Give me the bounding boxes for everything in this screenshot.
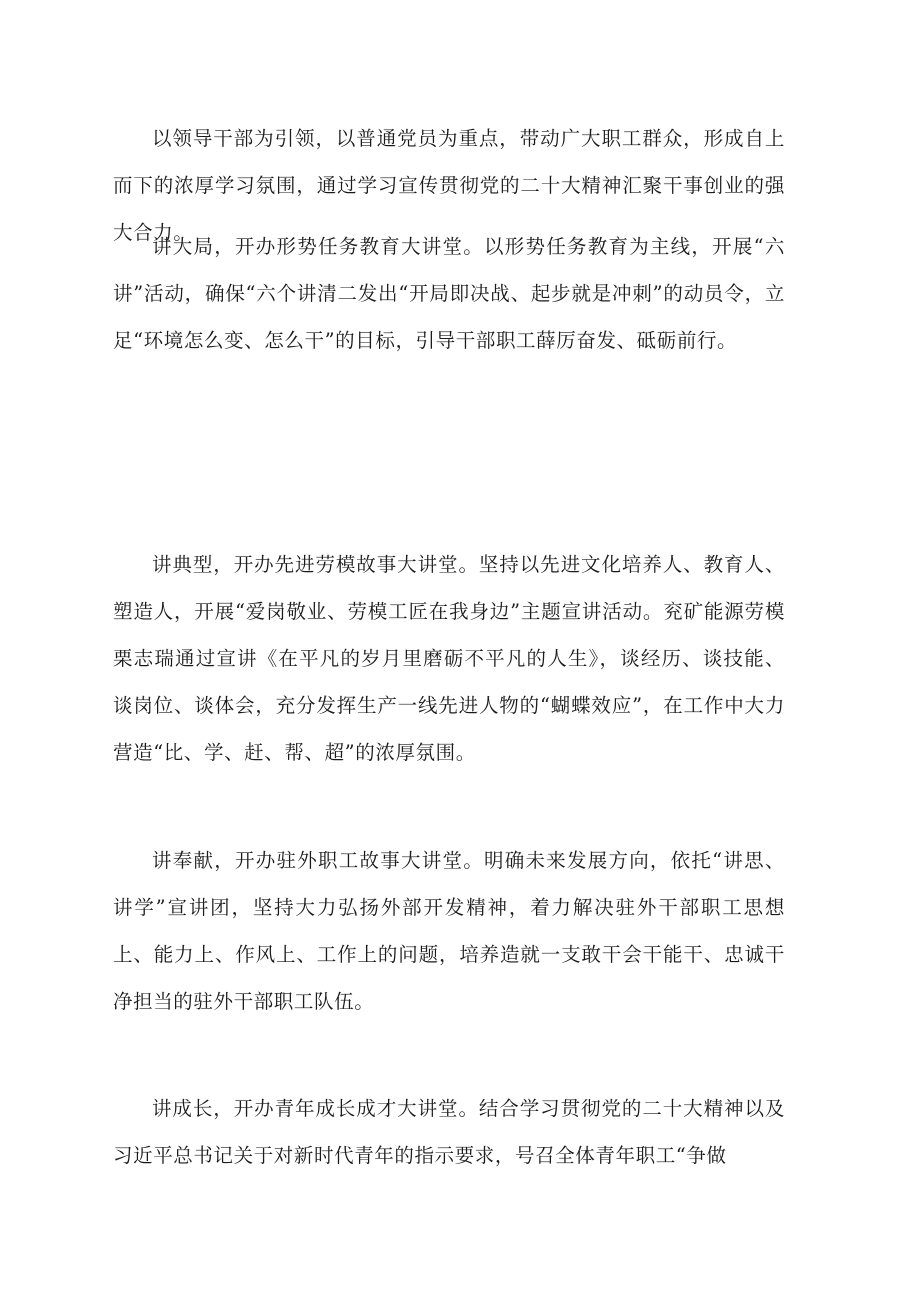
paragraph-overall-situation: 讲大局，开办形势任务教育大讲堂。以形势任务教育为主线，开展“六讲”活动，确保“六个讲清二发出“开局即决战、起步就是冲刺”的动员令，立足“环境怎么变、怎么干”的目标，引导干部职工薛厉奋发、砥砺前行。: [113, 235, 785, 352]
paragraph-youth-growth: 讲成长，开办青年成长成才大讲堂。结合学习贯彻党的二十大精神以及习近平总书记关于对新时代青年的指示要求，号召全体青年职工“争做: [113, 1097, 785, 1167]
paragraph-overseas-staff: 讲奉献，开办驻外职工故事大讲堂。明确未来发展方向，依托“讲思、讲学”宣讲团，坚持大力弘扬外部开发精神，着力解决驻外干部职工思想上、能力上、作风上、工作上的问题，培养造就一支敢干会干能干、忠诚干净担当的驻外干部职工队伍。: [113, 849, 785, 1013]
paragraph-leadership: 以领导干部为引领，以普通党员为重点，带动广大职工群众，形成自上而下的浓厚学习氛围，通过学习宣传贯彻党的二十大精神汇聚干事创业的强大合力。: [113, 127, 785, 244]
paragraph-model-workers: 讲典型，开办先进劳模故事大讲堂。坚持以先进文化培养人、教育人、塑造人，开展“爱岗敬业、劳模工匠在我身边”主题宣讲活动。兖矿能源劳模栗志瑞通过宣讲《在平凡的岁月里磨砺不平凡的人生》，谈经历、谈技能、谈岗位、谈体会，充分发挥生产一线先进人物的“蝴蝶效应”，在工作中大力营造“比、学、赶、帮、超”的浓厚氛围。: [113, 553, 785, 764]
